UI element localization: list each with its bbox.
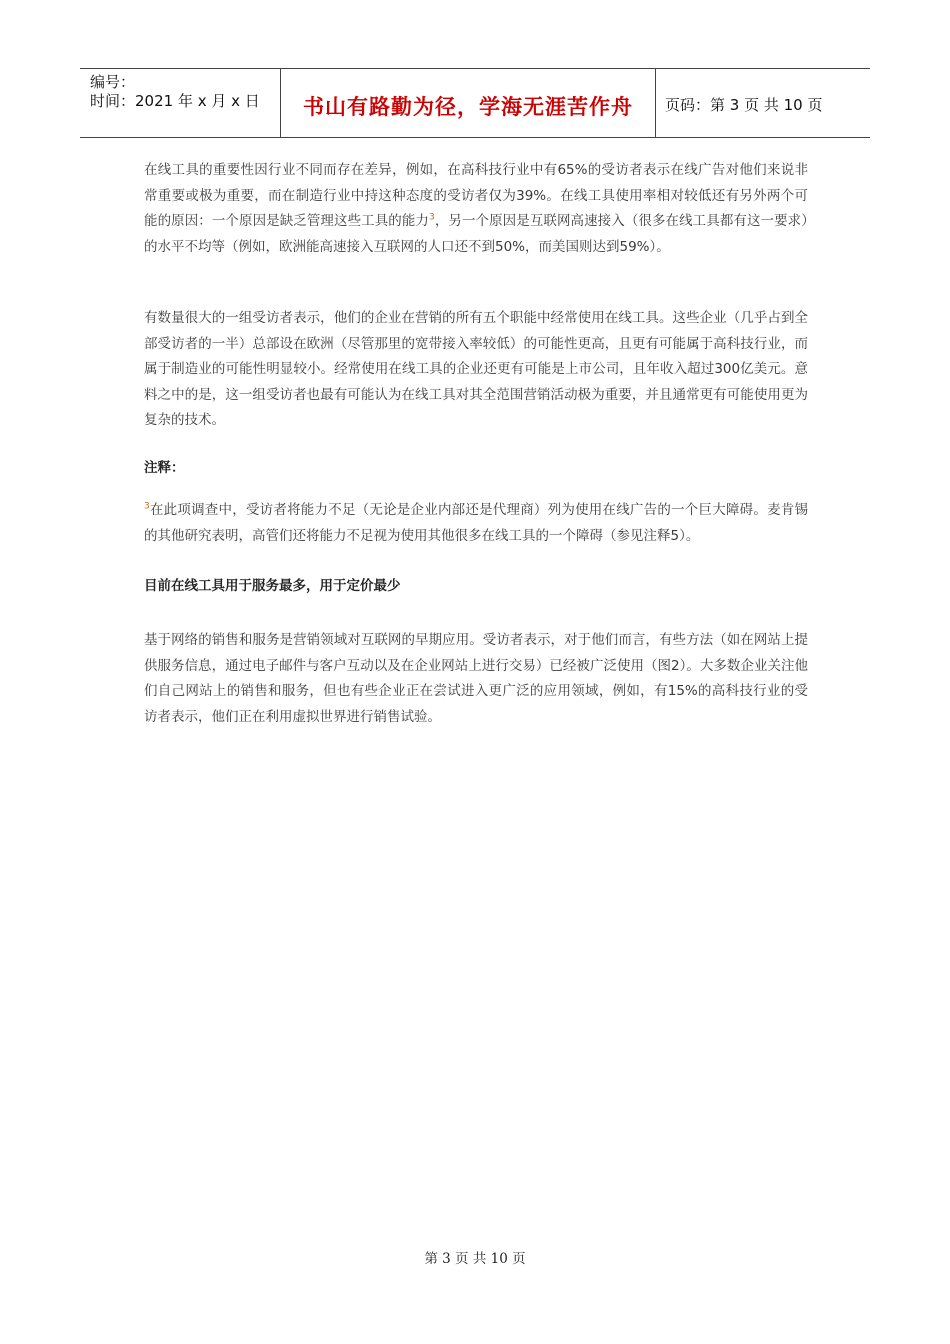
header-page-cell bbox=[655, 69, 870, 137]
document-date-label: 时间：2021 年 x 月 x 日 bbox=[90, 92, 260, 110]
footnote-text: 在此项调查中，受访者将能力不足（无论是企业内部还是代理商）列为使用在线广告的一个巨大障碍。麦肯锡的其他研究表明，高管们还将能力不足视为使用其他很多在线工具的一个障碍（参见注释5）。 bbox=[144, 502, 808, 544]
header-meta-cell bbox=[80, 69, 280, 137]
header-page-info: 页码：第 3 页 共 10 页 bbox=[665, 96, 823, 114]
body-paragraph-1 bbox=[144, 158, 808, 260]
footnote-marker-3: 3 bbox=[144, 501, 150, 512]
footnote-ref-3[interactable]: 3 bbox=[429, 212, 435, 223]
header-motto: 书山有路勤为径，学海无涯苦作舟 bbox=[303, 95, 633, 119]
section-heading: 目前在线工具用于服务最多，用于定价最少 bbox=[144, 578, 401, 594]
body-paragraph-4: 基于网络的销售和服务是营销领域对互联网的早期应用。受访者表示，对于他们而言，有些方法（如在网站上提供服务信息，通过电子邮件与客户互动以及在企业网站上进行交易）已经被广泛使用（图2）。大多数企业关注他们自己网站上的销售和服务，但也有些企业正在尝试进入更广泛的应用领域，例如，有15%的高科技行业的受访者表示，他们正在利用虚拟世界进行销售试验。 bbox=[144, 632, 808, 725]
document-number-label: 编号： bbox=[90, 73, 136, 91]
footnote-paragraph bbox=[144, 498, 808, 549]
page-footer: 第 3 页 共 10 页 bbox=[424, 1251, 526, 1267]
header-motto-cell bbox=[280, 69, 656, 137]
notes-title: 注释： bbox=[144, 460, 185, 476]
paragraph-1-text-a: 在线工具的重要性因行业不同而存在差异，例如，在高科技行业中有65%的受访者表示在线广告对他们来说非常重要或极为重要，而在制造行业中持这种态度的受访者仅为39%。在线工具使用率相对较低还有另外两个可能的原因：一个原因是缺乏管理这些工具的能力 bbox=[144, 162, 808, 229]
body-paragraph-2: 有数量很大的一组受访者表示，他们的企业在营销的所有五个职能中经常使用在线工具。这些企业（几乎占到全部受访者的一半）总部设在欧洲（尽管那里的宽带接入率较低）的可能性更高，且更有可能属于高科技行业，而属于制造业的可能性明显较小。经常使用在线工具的企业还更有可能是上市公司，且年收入超过300亿美元。意料之中的是，这一组受访者也最有可能认为在线工具对其全范围营销活动极为重要，并且通常更有可能使用更为复杂的技术。 bbox=[144, 310, 808, 428]
paragraph-1-text-b: ，另一个原因是互联网高速接入（很多在线工具都有这一要求）的水平不均等（例如，欧洲能高速接入互联网的人口还不到50%，而美国则达到59%）。 bbox=[144, 213, 809, 255]
document-header bbox=[80, 68, 870, 138]
